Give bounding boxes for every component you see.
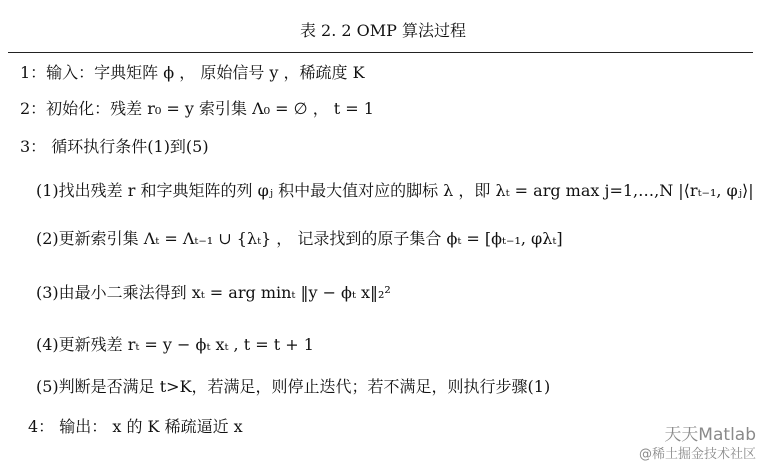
substep-2: (2)更新索引集 Λₜ = Λₜ₋₁ ∪ {λₜ} ， 记录找到的原子集合 ϕₜ = [ϕₜ₋₁, φλₜ] [36,229,563,248]
substep-5: (5)判断是否满足 t>K，若满足，则停止迭代；若不满足，则执行步骤(1) [36,377,551,396]
substep-3: (3)由最小二乘法得到 xₜ = arg minₜ ‖y − ϕₜ x‖₂² [36,283,391,302]
substep-4: (4)更新残差 rₜ = y − ϕₜ xₜ , t = t + 1 [36,335,314,354]
step-1-input: 1：输入：字典矩阵 ϕ ， 原始信号 y ，稀疏度 K [20,63,365,82]
step-3-loop: 3： 循环执行条件(1)到(5) [20,137,209,156]
watermark-title: 天天Matlab [664,425,756,445]
top-rule [8,52,753,53]
substep-1: (1)找出残差 r 和字典矩阵的列 φⱼ 积中最大值对应的脚标 λ ，即 λₜ = arg max j=1,…,N |⟨rₜ₋₁, φⱼ⟩| [36,181,754,200]
table-title: 表 2. 2 OMP 算法过程 [299,21,467,40]
watermark-subtitle: @稀土掘金技术社区 [638,447,756,462]
step-2-init: 2：初始化：残差 r₀ = y 索引集 Λ₀ = ∅ ， t = 1 [20,99,374,118]
step-4-output: 4： 输出： x 的 K 稀疏逼近 x [28,417,243,436]
